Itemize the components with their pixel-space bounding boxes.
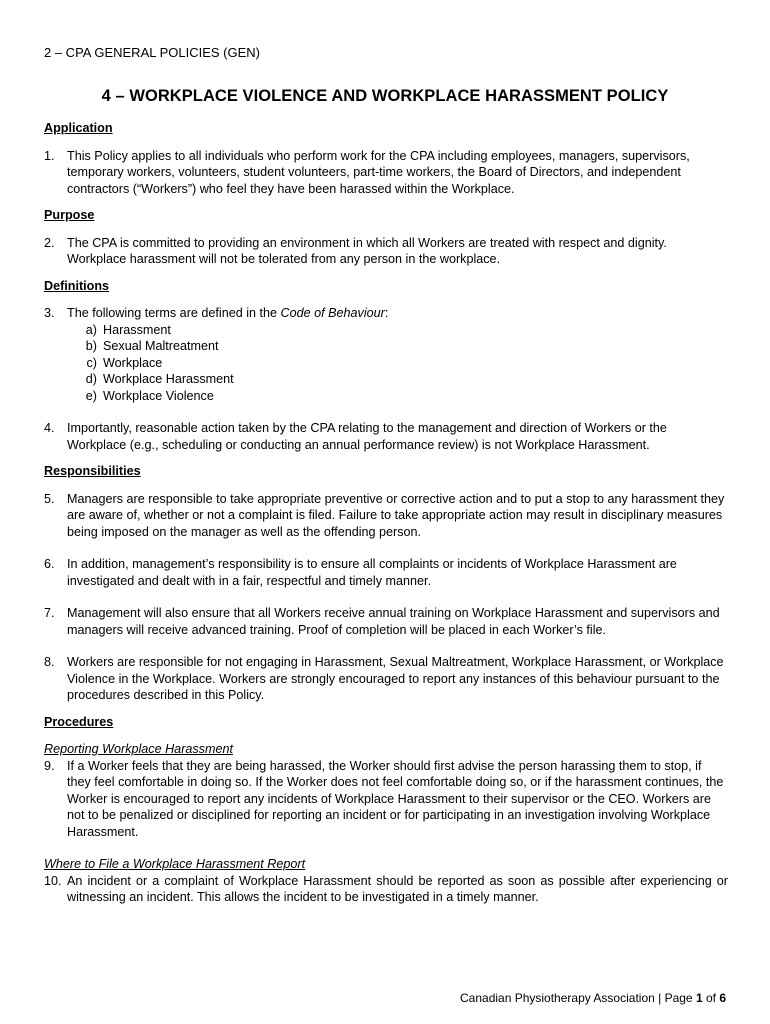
item-text: Workers are responsible for not engaging in Harassment, Sexual Maltreatment, Workplace Harassment, or Workplace Violence in the Workplace. Workers are strongly encouraged to report any instances of this behaviour pursuant to the procedures described in this Policy. — [67, 655, 724, 702]
list-item — [44, 491, 728, 541]
section-heading-definitions: Definitions — [44, 278, 110, 293]
item-number: 9. — [44, 758, 55, 773]
list-item — [44, 556, 728, 589]
list-item — [44, 758, 728, 841]
section-heading-purpose: Purpose — [44, 208, 95, 222]
item-number: 7. — [44, 606, 55, 620]
item-text: The CPA is committed to providing an environment in which all Workers are treated with respect and dignity. Workplace harassment will not be tolerated from any person in the workplace. — [67, 235, 667, 266]
item-text: Management will also ensure that all Workers receive annual training on Workplace Harassment and supervisors and managers will receive advanced training. Proof of completion will be placed in each Worker’s file. — [67, 606, 720, 637]
list-item — [44, 605, 728, 638]
item-text: This Policy applies to all individuals who perform work for the CPA including employees, managers, supervisors, temporary workers, volunteers, student volunteers, part-time workers, the Board of Directors, and independent contractors (“Workers”) who feel they have been harassed within the Workplace. — [67, 148, 690, 196]
item-text: Managers are responsible to take appropriate preventive or corrective action and to put a stop to any harassment they are aware of, whether or not a complaint is filed. Failure to take appropriate action may result in disciplinary measures being imposed on the manager as well as the offending person. — [67, 491, 725, 539]
subheading-where-to-file: Where to File a Workplace Harassment Report — [44, 857, 306, 871]
list-item — [44, 305, 728, 322]
defined-term: c) Workplace — [86, 355, 163, 370]
page-number: 1 — [695, 991, 703, 1005]
defined-term: e) Workplace Violence — [85, 388, 214, 403]
subheading-reporting: Reporting Workplace Harassment — [44, 742, 233, 756]
page-footer: Canadian Physiotherapy Association | Page 1 of 6 — [460, 991, 726, 1005]
list-item — [44, 148, 728, 198]
item-text: An incident or a complaint of Workplace Harassment should be reported as soon as possible after experiencing or witnessing an incident. This allows the incident to be investigated in a timely manner. — [67, 873, 728, 904]
section-heading-procedures: Procedures — [44, 714, 114, 729]
policy-body — [44, 120, 728, 906]
list-item — [44, 420, 728, 453]
item-number: 5. — [44, 491, 55, 506]
item-number: 4. — [44, 421, 55, 435]
code-of-behaviour-reference: Code of Behaviour — [280, 306, 385, 320]
item-text: If a Worker feels that they are being harassed, the Worker should first advise the person harassing them to stop, if they feel comfortable in doing so. If the Worker does not feel comfortable doing so, or if the harassment continues, the Worker is encouraged to report any incidents of Workplace Harassment to their supervisor or the CEO. Workers are not to be penalized or disciplined for reporting an incident or for participating in an investigation involving Workplace Harassment. — [67, 758, 724, 839]
page-total: 6 — [719, 991, 726, 1005]
item-number: 8. — [44, 655, 55, 669]
item-number: 3. — [44, 306, 55, 320]
list-item — [44, 654, 728, 704]
item-text: In addition, management’s responsibility is to ensure all complaints or incidents of Workplace Harassment are investigated and dealt with in a fair, respectful and timely manner. — [67, 557, 677, 588]
defined-term: a) Harassment — [85, 322, 171, 337]
defined-terms-list — [67, 322, 728, 405]
section-heading-application: Application — [44, 121, 113, 135]
item-number: 2. — [44, 235, 55, 250]
item-number: 10. — [44, 873, 62, 888]
list-item — [44, 235, 728, 268]
item-number: 1. — [44, 148, 55, 163]
item-text: The following terms are defined in the Code of Behaviour: — [67, 306, 389, 320]
item-text: Importantly, reasonable action taken by the CPA relating to the management and direction of Workers or the Workplace (e.g., scheduling or conducting an annual performance review) is not Workplace Harassment. — [67, 421, 667, 452]
section-heading-responsibilities: Responsibilities — [44, 464, 141, 478]
defined-term: d) Workplace Harassment — [85, 372, 234, 386]
item-number: 6. — [44, 557, 55, 571]
running-header: 2 – CPA GENERAL POLICIES (GEN) — [44, 45, 261, 60]
list-item — [44, 873, 728, 906]
policy-title: 4 – WORKPLACE VIOLENCE AND WORKPLACE HARASSMENT POLICY — [101, 87, 669, 105]
defined-term: b) Sexual Maltreatment — [85, 339, 219, 353]
